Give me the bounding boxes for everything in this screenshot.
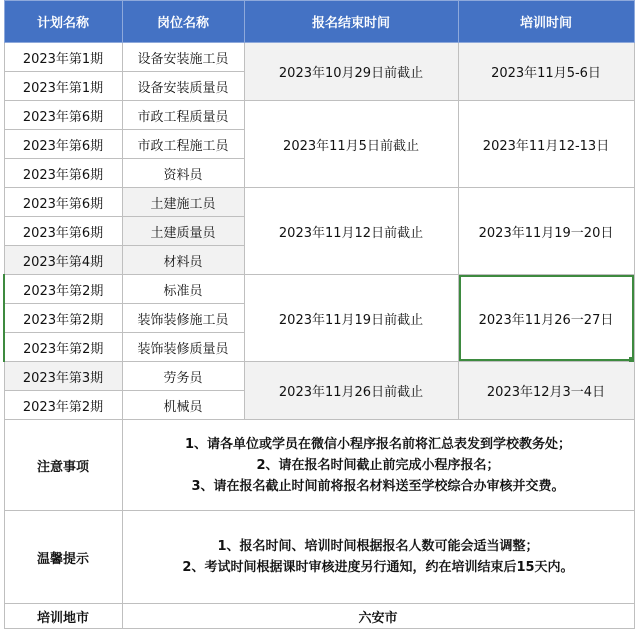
header-post-name[interactable]: 岗位名称 (122, 1, 244, 43)
plan-cell[interactable]: 2023年第1期 (4, 43, 122, 72)
location-label[interactable]: 培训地市 (4, 604, 122, 629)
plan-cell[interactable]: 2023年第2期 (4, 333, 122, 362)
schedule-table (3, 0, 635, 629)
plan-cell[interactable]: 2023年第2期 (4, 275, 122, 304)
training-cell[interactable]: 2023年11月5-6日 (458, 43, 634, 101)
plan-cell[interactable]: 2023年第2期 (4, 304, 122, 333)
table-row (4, 188, 634, 217)
header-plan-name[interactable]: 计划名称 (4, 1, 122, 43)
plan-cell[interactable]: 2023年第6期 (4, 159, 122, 188)
notes-content[interactable] (122, 420, 634, 511)
post-cell[interactable]: 土建质量员 (122, 217, 244, 246)
deadline-cell[interactable]: 2023年10月29日前截止 (244, 43, 458, 101)
deadline-cell[interactable]: 2023年11月5日前截止 (244, 101, 458, 188)
plan-cell[interactable]: 2023年第6期 (4, 188, 122, 217)
notes-row (4, 420, 634, 511)
notes-line: 2、请在报名时间截止前完成小程序报名； (256, 457, 500, 473)
training-cell[interactable]: 2023年11月12-13日 (458, 101, 634, 188)
location-value[interactable]: 六安市 (122, 604, 634, 629)
plan-cell[interactable]: 2023年第6期 (4, 130, 122, 159)
notes-line: 3、请在报名截止时间前将报名材料送至学校综合办审核并交费。 (191, 478, 565, 494)
post-cell[interactable]: 市政工程质量员 (122, 101, 244, 130)
post-cell[interactable]: 机械员 (122, 391, 244, 420)
post-cell[interactable]: 市政工程施工员 (122, 130, 244, 159)
table-row (4, 275, 634, 304)
notes-label[interactable]: 注意事项 (4, 420, 122, 511)
plan-cell[interactable]: 2023年第3期 (4, 362, 122, 391)
plan-cell[interactable]: 2023年第6期 (4, 101, 122, 130)
header-row (4, 1, 634, 43)
plan-cell[interactable]: 2023年第1期 (4, 72, 122, 101)
training-cell-selected[interactable]: 2023年11月26一27日 (458, 275, 634, 362)
header-training-time[interactable]: 培训时间 (458, 1, 634, 43)
post-cell[interactable]: 材料员 (122, 246, 244, 275)
post-cell[interactable]: 土建施工员 (122, 188, 244, 217)
training-cell[interactable]: 2023年12月3一4日 (458, 362, 634, 420)
table-row (4, 101, 634, 130)
header-deadline[interactable]: 报名结束时间 (244, 1, 458, 43)
post-cell[interactable]: 装饰装修施工员 (122, 304, 244, 333)
post-cell[interactable]: 劳务员 (122, 362, 244, 391)
tips-line: 2、考试时间根据课时审核进度另行通知，约在培训结束后15天内。 (182, 560, 574, 575)
plan-cell[interactable]: 2023年第4期 (4, 246, 122, 275)
location-row (4, 604, 634, 629)
table-row (4, 362, 634, 391)
post-cell[interactable]: 资料员 (122, 159, 244, 188)
post-cell[interactable]: 标准员 (122, 275, 244, 304)
tips-label[interactable]: 温馨提示 (4, 511, 122, 604)
training-cell[interactable]: 2023年11月19一20日 (458, 188, 634, 275)
post-cell[interactable]: 设备安装施工员 (122, 43, 244, 72)
deadline-cell[interactable]: 2023年11月26日前截止 (244, 362, 458, 420)
table-row (4, 43, 634, 72)
tips-row (4, 511, 634, 604)
notes-line: 1、请各单位或学员在微信小程序报名前将汇总表发到学校教务处； (184, 436, 572, 452)
post-cell[interactable]: 设备安装质量员 (122, 72, 244, 101)
plan-cell[interactable]: 2023年第2期 (4, 391, 122, 420)
post-cell[interactable]: 装饰装修质量员 (122, 333, 244, 362)
fill-handle[interactable] (629, 357, 634, 362)
deadline-cell[interactable]: 2023年11月12日前截止 (244, 188, 458, 275)
deadline-cell[interactable]: 2023年11月19日前截止 (244, 275, 458, 362)
tips-content[interactable] (122, 511, 634, 604)
plan-cell[interactable]: 2023年第6期 (4, 217, 122, 246)
tips-line: 1、报名时间、培训时间根据报名人数可能会适当调整； (217, 539, 539, 554)
